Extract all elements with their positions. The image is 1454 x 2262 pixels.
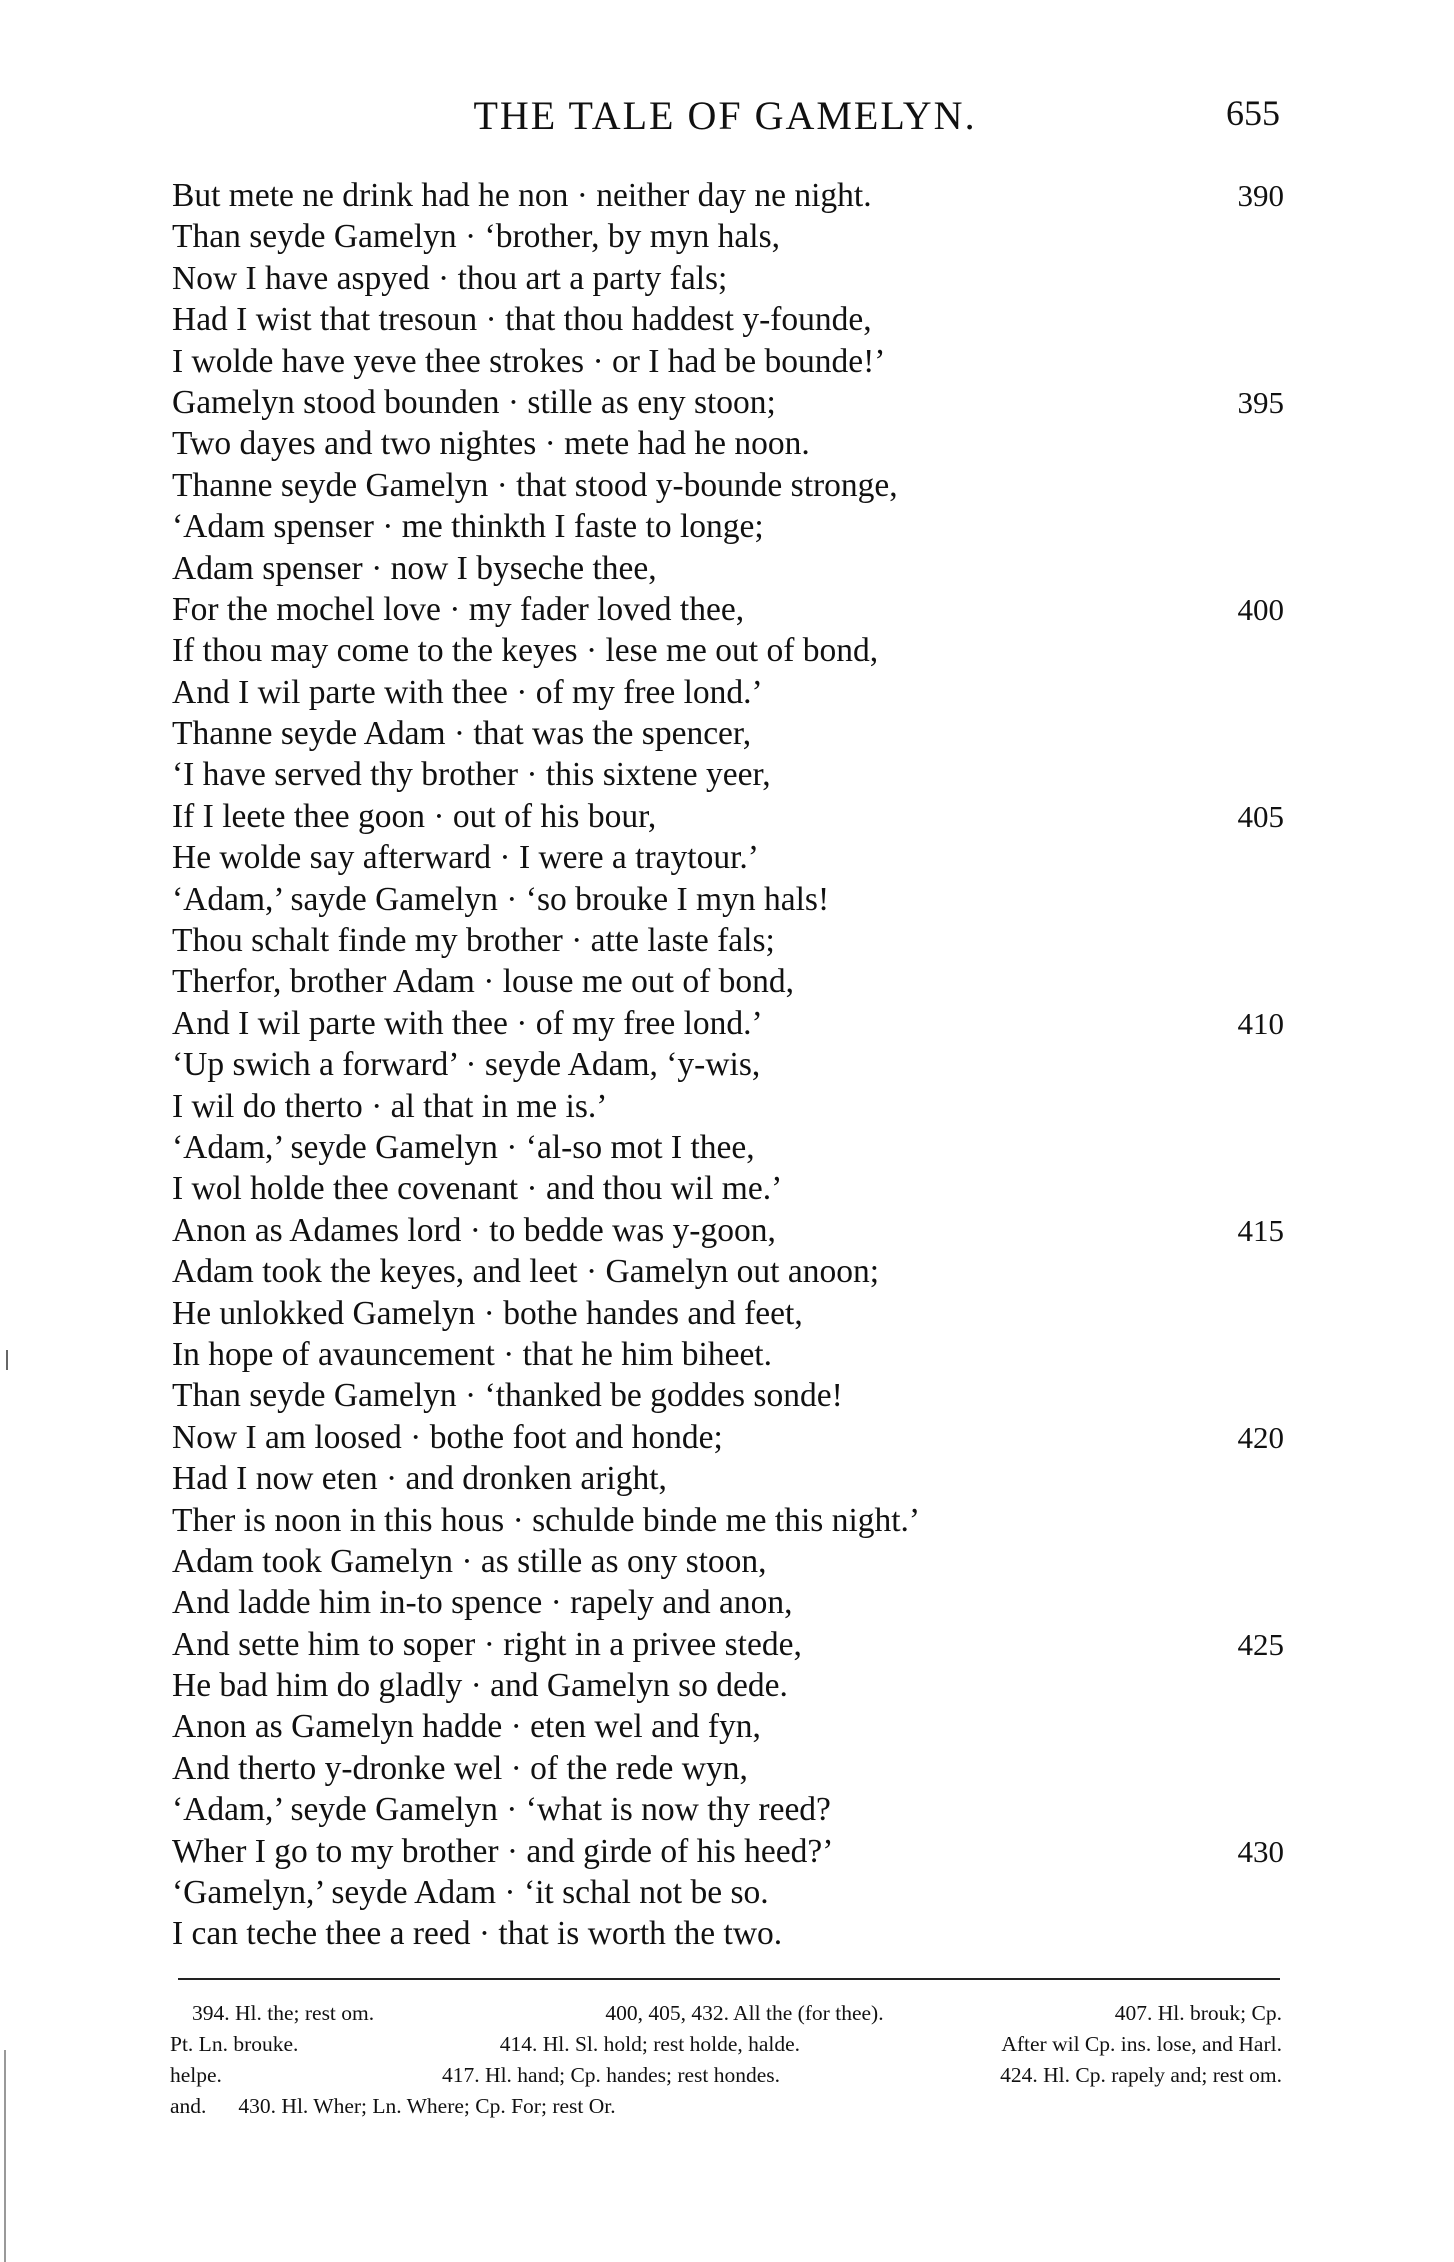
line-number: 410 [1237,1005,1284,1041]
verse-line [172,216,1282,257]
line-number: 395 [1237,384,1284,420]
verse-text: Thanne seyde Gamelyn · that stood y-bounde stronge, [172,466,898,504]
verse-line [172,1127,1282,1168]
footnote-entry: 414. Hl. Sl. hold; rest holde, halde. [499,2032,801,2056]
scan-mark [6,1350,8,1370]
verse-line [172,754,1282,795]
verse-line [172,1872,1282,1913]
verse-text: He wolde say afterward · I were a traytour.’ [172,839,759,877]
verse-line [172,423,1282,464]
verse-line [172,796,1282,837]
verse-line [172,175,1282,216]
verse-text: In hope of avauncement · that he him biheet. [172,1335,772,1373]
verse-line [172,630,1282,671]
verse-line [172,672,1282,713]
verse-line [172,1913,1282,1954]
verse-text: And I wil parte with thee · of my free lond.’ [172,673,763,711]
verse-line [172,920,1282,961]
verse-text: Had I wist that tresoun · that thou haddest y-founde, [172,301,872,339]
footnote-entry: helpe. [170,2063,222,2087]
verse-line [172,1375,1282,1416]
footnote-entry: Pt. Ln. brouke. [170,2032,299,2056]
verse-line [172,713,1282,754]
verse-line [172,506,1282,547]
verse-line [172,382,1282,423]
footnote-entry: and. [170,2094,207,2118]
verse-text: I wil do therto · al that in me is.’ [172,1087,608,1125]
footnote-line [170,2060,1282,2091]
verse-text: ‘Adam,’ seyde Gamelyn · ‘what is now thy reed? [172,1791,831,1829]
verse-line [172,1086,1282,1127]
footnote-entry: 394. Hl. the; rest om. [192,2001,375,2025]
verse-line [172,961,1282,1002]
verse-text: I can teche thee a reed · that is worth the two. [172,1915,783,1953]
footnote-line [170,2029,1282,2060]
verse-line [172,299,1282,340]
verse-text: And I wil parte with thee · of my free lond.’ [172,1004,763,1042]
verse-text: Adam took Gamelyn · as stille as ony stoon, [172,1542,767,1580]
line-number: 430 [1237,1833,1284,1869]
verse-line [172,1748,1282,1789]
footnote-line [170,1998,1282,2029]
verse-text: For the mochel love · my fader loved thee, [172,590,745,628]
verse-line [172,879,1282,920]
scan-edge [4,2050,6,2262]
page-header [170,92,1280,142]
verse-text: Anon as Gamelyn hadde · eten wel and fyn, [172,1708,761,1746]
verse-text: Had I now eten · and dronken aright, [172,1460,667,1498]
footnotes [170,1998,1282,2122]
verse-text: Wher I go to my brother · and girde of his heed?’ [172,1832,834,1870]
verse-text: If thou may come to the keyes · lese me out of bond, [172,632,879,670]
footnote-entry: 407. Hl. brouk; Cp. [1114,2001,1282,2025]
verse-text: Than seyde Gamelyn · ‘brother, by myn hals, [172,218,781,256]
verse-text: Now I have aspyed · thou art a party fals; [172,259,728,297]
poem-text [172,175,1282,1955]
verse-text: And therto y-dronke wel · of the rede wyn, [172,1749,748,1787]
verse-text: Gamelyn stood bounden · stille as eny stoon; [172,383,776,421]
verse-text: Therfor, brother Adam · louse me out of bond, [172,963,794,1001]
verse-text: Thou schalt finde my brother · atte laste fals; [172,922,775,960]
verse-line [172,341,1282,382]
verse-line [172,465,1282,506]
verse-line [172,1044,1282,1085]
verse-line [172,1210,1282,1251]
verse-text: He unlokked Gamelyn · bothe handes and feet, [172,1294,803,1332]
verse-line [172,548,1282,589]
verse-line [172,1334,1282,1375]
verse-text: I wol holde thee covenant · and thou wil me.’ [172,1170,783,1208]
verse-text: ‘Adam spenser · me thinkth I faste to longe; [172,508,764,546]
footnote-entry: 400, 405, 432. All the (for thee). [605,2001,884,2025]
line-number: 400 [1237,591,1284,627]
verse-text: If I leete thee goon · out of his bour, [172,797,657,835]
line-number: 425 [1237,1626,1284,1662]
verse-text: Ther is noon in this hous · schulde binde me this night.’ [172,1501,921,1539]
verse-text: ‘Adam,’ seyde Gamelyn · ‘al-so mot I thee, [172,1128,755,1166]
verse-line [172,837,1282,878]
footnote-rule [178,1978,1280,1980]
verse-line [172,1706,1282,1747]
verse-text: He bad him do gladly · and Gamelyn so dede. [172,1667,788,1705]
verse-line [172,1500,1282,1541]
verse-line [172,1251,1282,1292]
footnote-entry: 430. Hl. Wher; Ln. Where; Cp. For; rest Or. [238,2094,616,2118]
verse-line [172,1665,1282,1706]
verse-text: And sette him to soper · right in a privee stede, [172,1625,802,1663]
verse-line [172,1417,1282,1458]
verse-text: I wolde have yeve thee strokes · or I had be bounde!’ [172,342,886,380]
verse-line [172,1458,1282,1499]
verse-text: Adam spenser · now I byseche thee, [172,549,657,587]
verse-text: ‘I have served thy brother · this sixtene yeer, [172,756,771,794]
verse-text: Than seyde Gamelyn · ‘thanked be goddes sonde! [172,1377,843,1415]
verse-line [172,1003,1282,1044]
footnote-entry: After wil Cp. ins. lose, and Harl. [1001,2032,1282,2056]
verse-line [172,258,1282,299]
verse-line [172,1831,1282,1872]
footnote-entry: 417. Hl. hand; Cp. handes; rest hondes. [442,2063,781,2087]
verse-line [172,1293,1282,1334]
line-number: 405 [1237,798,1284,834]
verse-text: ‘Adam,’ sayde Gamelyn · ‘so brouke I myn hals! [172,880,830,918]
verse-line [172,1541,1282,1582]
verse-text: And ladde him in-to spence · rapely and anon, [172,1584,793,1622]
footnote-line [170,2091,1282,2122]
verse-text: Now I am loosed · bothe foot and honde; [172,1418,723,1456]
verse-line [172,1582,1282,1623]
line-number: 420 [1237,1419,1284,1455]
page-number: 655 [1226,93,1280,133]
verse-text: Thanne seyde Adam · that was the spencer, [172,715,752,753]
verse-text: Two dayes and two nightes · mete had he noon. [172,425,810,463]
footnote-entry: 424. Hl. Cp. rapely and; rest om. [1000,2063,1282,2087]
line-number: 390 [1237,178,1284,213]
verse-text: ‘Up swich a forward’ · seyde Adam, ‘y-wis, [172,1046,761,1084]
verse-text: Adam took the keyes, and leet · Gamelyn out anoon; [172,1253,880,1291]
running-title: THE TALE OF GAMELYN. [473,93,977,138]
line-number: 415 [1237,1212,1284,1248]
verse-text: But mete ne drink had he non · neither day ne night. [172,177,872,214]
verse-line [172,1168,1282,1209]
verse-text: ‘Gamelyn,’ seyde Adam · ‘it schal not be so. [172,1874,769,1912]
verse-line [172,1789,1282,1830]
verse-text: Anon as Adames lord · to bedde was y-goon, [172,1211,776,1249]
verse-line [172,1624,1282,1665]
verse-line [172,589,1282,630]
